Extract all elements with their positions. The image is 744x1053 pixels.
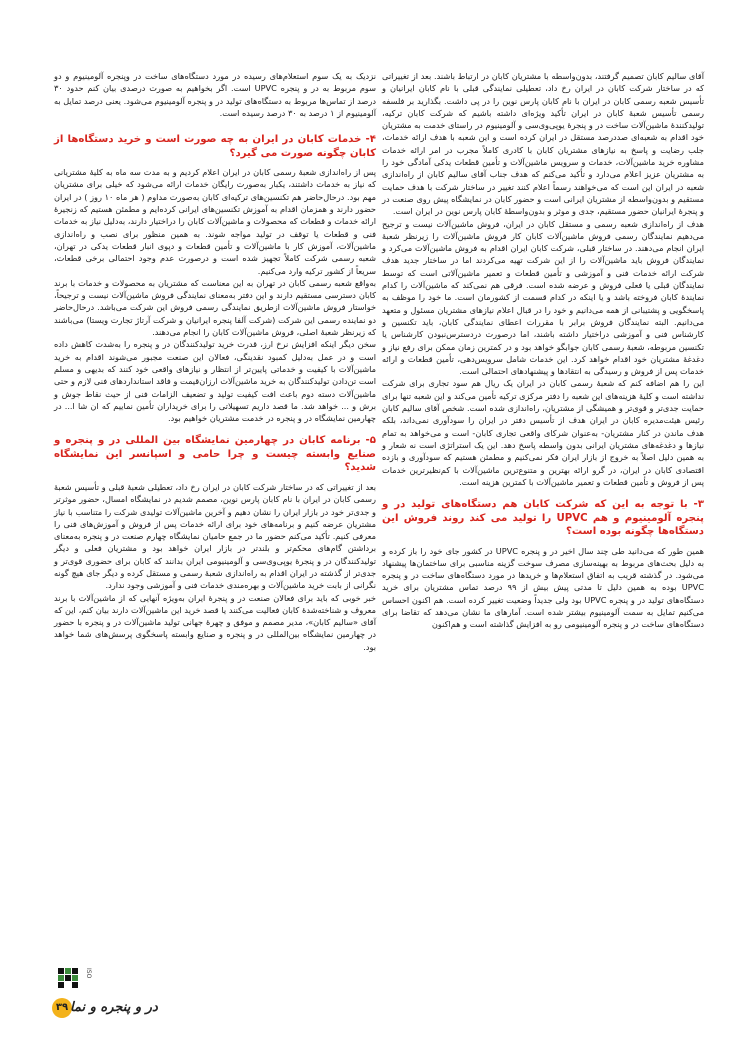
paragraph: به‌واقع شعبه رسمی کابان در تهران به این معناست که مشتریان به محصولات و خدمات با برند کابان دسترسی مستقیم دارند و این دفتر به‌معنای نمایندگی فروش ماشین‌آلات نیست و ترجیحاً، خواستار فروش ماشین‌آلات ازطریق نمایندگی رسمی فروش این شرکت می‌باشد. درحال‌حاضر دو نماینده رسمی این شرکت (شرکت آلفا پنجره ایرانیان و شرکت آرتاژ تجارت ویستا) می‌باشند که زیرنظر شعبهٔ اصلی، فروش ماشین‌آلات کابان را انجام می‌دهند. xyxy=(54,277,376,338)
section-4-heading: ۴- خدمات کابان در ایران به چه صورت است و خرید دستگاه‌ها از کابان چگونه صورت می گیرد؟ xyxy=(54,134,376,159)
logo-caption: ISO xyxy=(85,968,92,979)
paragraph: این را هم اضافه کنم که شعبهٔ رسمی کابان در ایران یک ریال هم سود تجاری برای شرکت نداشته است و کلیهٔ هزینه‌های این شعبه را دفتر مرکزی ترکیه تأمین می‌کند و این شعبه تنها برای حمایت جدی‌تر و قوی‌تر و همیشگی از مشتریان، راه‌اندازی شده است. شخص آقای سالیم کابان رئیس هیئت‌مدیره کابان در ایران هدف از تأسیس دفتر در ایران را سودآوری نمی‌داند، بلکه هدف ماندن در کنار مشتریان- به‌عنوان شرکای واقعی تجاری کابان- است و می‌خواهد به تمام نیازها و دغدغه‌های مشتریان ایرانی بدون واسطه پاسخ دهد. این یک استراتژی است نه شعار و به همین دلیل اصلاً به خروج از بازار ایران فکر نمی‌کنیم و مطمئن هستیم که سودآوری و بازده اقتصادی کابان در ایران، در گرو ارائه بهترین و متنوع‌ترین ماشین‌آلات با کم‌نظیرترین خدمات پس از فروش و تأمین قطعات و تعمیر ماشین‌آلات با کمترین هزینه است. xyxy=(382,378,704,487)
right-column xyxy=(382,70,704,631)
paragraph: خبر خوبی که باید برای فعالان صنعت در و پنجرهٔ ایران به‌ویژه آنهایی که از ماشین‌آلات با برند معروف و شناخته‌شدهٔ کابان فعالیت می‌کنند یا قصد خرید این ماشین‌آلات دارند بیان کنم، این که آقای «سالیم کابان»، مدیر مصمم و موفق و چهرهٔ جهانی تولید ماشین‌آلات در و پنجره با حضور در چهارمین نمایشگاه بین‌المللی در و پنجره و صنایع وابسته پاسخگوی پرسش‌های شما خواهد بود. xyxy=(54,592,376,652)
page-number-badge: ۳۹ xyxy=(52,998,72,1018)
left-column xyxy=(54,70,376,653)
section-3-heading: ۳- با توجه به این که شرکت کابان هم دستگاه‌های تولید در و پنجره آلومینیوم و هم UPVC را تولید می کند روند فروش این دستگاه‌ها چگونه بوده است؟ xyxy=(382,499,704,538)
section-5-heading: ۵- برنامه کابان در چهارمین نمایشگاه بین المللی در و پنجره و صنایع وابسته چیست و چرا حامی و اسپانسر این نمایشگاه شدید؟ xyxy=(54,435,376,474)
paragraph: آقای سالیم کابان تصمیم گرفتند، بدون‌واسطه با مشتریان کابان در ارتباط باشند. بعد از تغییراتی که در ساختار شرکت کابان در ایران رخ داد، تعطیلی نمایندگی قبلی با نام کابان ایرانیان و تأسیس شعبه رسمی کابان در ایران با نام کابان پارس نوین را در پی داشت. بگذارید بر فلسفه رسمی تأسیس شعبهٔ کابان در ایران تأکید ویژه‌ای داشته باشیم که شرکت کابان ترکیه، تولیدکنندهٔ ماشین‌آلات ساخت در و پنجرهٔ یوپی‌وی‌سی و آلومینیوم در راستای خدمت به مشتریان خود اقدام به شعبه‌ای صددرصد مستقل در ایران کرده است و این شعبه با هدف ارائه خدمات، جلب رضایت و پاسخ به نیازهای مشتریان کابان با کادری کاملاً مجرب در امر ارائه خدمات مشاوره خرید ماشین‌آلات، خدمات و سرویس ماشین‌آلات و تأمین قطعات یدکی آمادگی خود را به مشتریان عزیز اعلام می‌دارد و تأکید می‌کنم که هدف جناب آقای سالیم کابان از راه‌اندازی شعبه در ایران این است که می‌خواهند رسماً اعلام کنند تغییر در ساختار شرکت با هدف حمایت مستقیم و بدون‌واسطه از مشتریان ایرانی است و حضور کابان در نمایشگاه پیش روی صنعت در و پنجرهٔ ایرانیان حضور مستقیم، جدی و موثر و بدون‌واسطهٔ کابان پارس نوین در ایران است. xyxy=(382,71,704,217)
paragraph: سخن دیگر اینکه افزایش نرخ ارز، قدرت خرید تولیدکنندگان در و پنجره را به‌شدت کاهش داده است و در عمل به‌دلیل کمبود نقدینگی، فعالان این صنعت مجبور می‌شوند اقدام به خرید ماشین‌آلات با کیفیت و خدماتی پایین‌تر از انتظار و نیازهای واقعی خود کنند که بدیهی و مسلم است تن‌دادن تولیدکنندگان به خرید ماشین‌آلات ارزان‌قیمت و فاقد استانداردهای فنی لازم و حتی ماشین‌آلات دسته دوم باعث افت کیفیت تولید و تضعیف الزامات فنی از حیث نقاط جوش و برش و ... خواهد شد. ما قصد داریم تسهیلاتی را برای خریداران تأمین نماییم که ان شا ا... در چهارمین نمایشگاه در و پنجره در خدمت مشتریان خواهیم بود. xyxy=(54,339,376,424)
magazine-logo-icon xyxy=(58,968,78,992)
paragraph: همین طور که می‌دانید طی چند سال اخیر در و پنجره UPVC در کشور جای خود را باز کرده و به دلیل بحث‌های مربوط به بهینه‌سازی مصرف سوخت گزینه مناسبی برای ساختمان‌ها پیشنهاد می‌شود. در گذشته قریب به اتفاق استعلام‌ها و خریدها در مورد دستگاه‌های ساخت در و پنجره UPVC بوده به همین دلیل تا مدتی پیش بیش از ۹۹ درصد تماس مشتریان برای خرید دستگاه‌های تولید در و پنجره UPVC بود ولی جدیداً وضعیت تغییر کرده است. هم اکنون احساس می‌کنیم تمایل به سمت آلومینیوم بیشتر شده است. آمارهای ما نشان می‌دهد که تقاضا برای دستگاه‌های ساخت در و پنجره آلومینیومی رو به افزایش گذاشته است و هم‌اکنون xyxy=(382,545,705,630)
page-footer xyxy=(52,968,158,1038)
paragraph: نزدیک به یک سوم استعلام‌های رسیده در مورد دستگاه‌های ساخت در وپنجره آلومینیوم و دو سوم مربوط به در و پنجره UPVC است. اگر بخواهیم به صورت درصدی بیان کنم حدود ۳۰ درصد از تماس‌ها مربوط به دستگاه‌های تولید در و پنجره آلومینیوم می‌شود. یعنی درصد تمایل به آلومینیوم از ۱ درصد به ۳۰ درصد رسیده است. xyxy=(54,71,376,118)
paragraph: پس از راه‌اندازی شعبهٔ رسمی کابان در ایران اعلام کردیم و به مدت سه ماه به کلیهٔ مشتریانی که نیاز به خدمات داشتند، یکبار به‌صورت رایگان خدمات ارائه می‌شود که خیلی برای مشتریان مهم بود. درحال‌حاضر هم تکنسین‌های ترکیه‌ای کابان به‌صورت مداوم ( هر ماه ۱۰ روز ) در ایران حضور دارند و همزمان اقدام به آموزش تکنسین‌های ایرانی کرده‌ایم و مطمئن هستیم که زنجیرهٔ ارائه خدمات و قطعات که محصولات و ماشین‌آلات کابان را دراختیار دارند، به‌دلیل نیاز به خدمات فنی و قطعات یا توقف در تولید مواجه شوند. به همین منظور برای نصب و راه‌اندازی ماشین‌آلات، آموزش کار با ماشین‌آلات و تأمین قطعات و دپوی انبار قطعات یدکی در تهران، شعبه رسمی شرکت کاملاً تجهیز شده است و درصورت عدم وجود احتمالی برخی قطعات، سریعاً از کشور ترکیه وارد می‌کنیم. xyxy=(54,167,376,276)
paragraph: هدف از راه‌اندازی شعبه رسمی و مستقل کابان در ایران، فروش ماشین‌آلات نیست و ترجیح می‌دهیم نمایندگان رسمی فروش ماشین‌آلات کابان کار فروش ماشین‌آلات را زیرنظر شعبهٔ ایران انجام می‌دهند. در ساختار قبلی، شرکت کابان ایران اقدام به فروش ماشین‌آلات می‌کرد و نمایندگان فروش باید ماشین‌آلات را از این شرکت تهیه می‌کردند اما در ساختار جدید هدف شرکت ارائه خدمات فنی و آموزشی و تأمین قطعات و تعمیر ماشین‌آلاتی است که توسط نمایندگان قبلی یا فعلی فروش و عرضه شده است. فرقی هم نمی‌کند که ماشین‌آلات را کدام نمایندهٔ کابان فروخته باشد و یا اینکه در کدام قسمت از کشورمان است. ما خود را موظف به پاسخگویی و پشتیبانی از همه می‌دانیم و خود را در قبال اعلام نیازهای مشتریان مسئول و متعهد می‌دانیم. البته نمایندگان فروش برابر با مقررات اعطای نمایندگی کابان، باید تکنسین و کارشناس فنی و آموزشی دراختیار داشته باشند، اما درصورت دردسترس‌نبودن کارشناس یا تکنسین مربوطه، شعبهٔ رسمی کابان جوابگو خواهد بود و در کمترین زمان ممکن برای رفع نیاز و دغدغهٔ مشتریان خود اقدام خواهد کرد. این خدمات شامل سرویس‌دهی، تأمین قطعات و ارائه خدمات پس از فروش و رسیدگی به انتقادها و پیشنهادهای احتمالی است. xyxy=(382,218,704,377)
magazine-name: در و پنجره و نما xyxy=(70,1000,158,1015)
paragraph: بعد از تغییراتی که در ساختار شرکت کابان در ایران رخ داد، تعطیلی شعبهٔ قبلی و تأسیس شعبهٔ رسمی کابان در ایران با نام کابان پارس نوین، مصمم شدیم در نمایشگاه امسال، حضور موثرتر و جدی‌تر خود در بازار ایران را نشان دهیم و آخرین ماشین‌آلات تولیدی شرکت را متناسب با نیاز مشتریان عرضه کنیم و برنامه‌های خود برای ارائه خدمات پس از فروش و آموزش‌های فنی را معرفی کنیم. تأکید می‌کنم حضور ما در جمع حامیان نمایشگاه چهارم صنعت در و پنجره به‌معنای برداشتن گام‌های محکم‌تر و بلندتر در بازار ایران خواهد بود و مشتریان فعلی و دیگر تولیدکنندگان در و پنجرهٔ یوپی‌وی‌سی و آلومینیومی ایران بدانند که کابان برای حضوری قوی‌تر و جدی‌تر از گذشته در ایران اقدام به راه‌اندازی شعبهٔ رسمی و مستقل کرده و دیگر جای هیچ گونه نگرانی از بابت خرید ماشین‌آلات و بهره‌مندی خدمات فنی و آموزشی وجود ندارد. xyxy=(54,481,376,591)
